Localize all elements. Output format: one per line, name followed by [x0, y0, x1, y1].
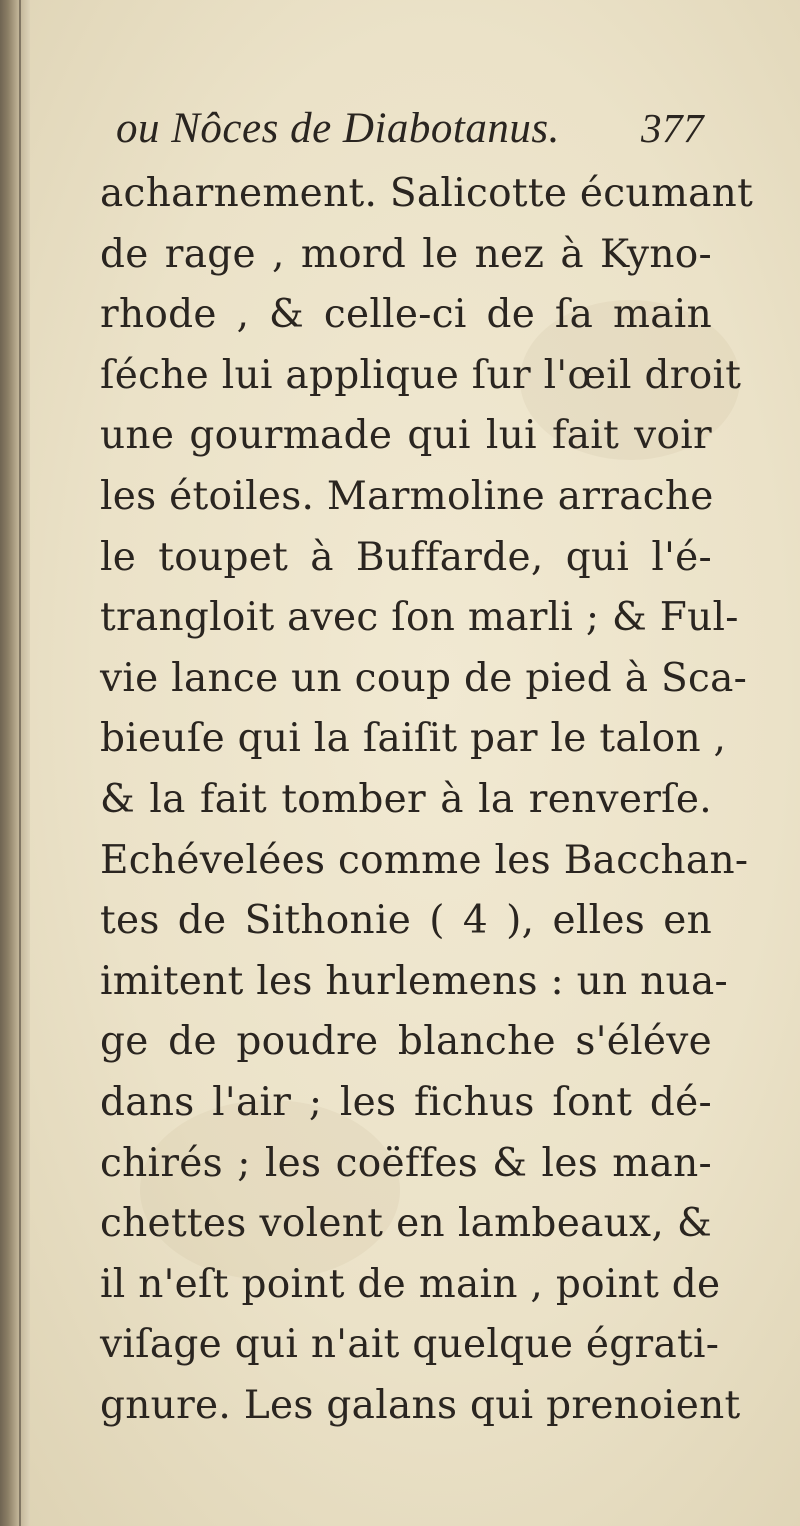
page-number: 377 — [641, 105, 704, 151]
page-binding-edge — [0, 0, 30, 1526]
text-line: chettes volent en lambeaux, & — [100, 1201, 712, 1247]
text-line: les étoiles. Marmoline arrache — [100, 473, 714, 519]
text-line: ſéche lui applique ſur l'œil droit — [100, 352, 742, 398]
running-title: ou Nôces de Diabotanus. — [116, 105, 560, 152]
text-line: & la fait tomber à la renverſe. — [100, 776, 712, 822]
text-line: acharnement. Salicotte écumant — [100, 171, 754, 216]
text-line: vie lance un coup de pied à Sca- — [100, 655, 748, 701]
text-line: une gourmade qui lui fait voir — [100, 413, 712, 459]
text-line: dans l'air ; les fichus ſont dé- — [100, 1079, 712, 1125]
text-line: tes de Sithonie ( 4 ), elles en — [100, 898, 712, 944]
text-line: il n'eſt point de main , point de — [100, 1261, 721, 1307]
text-line: le toupet à Buffarde, qui l'é- — [100, 534, 712, 580]
text-line: gnure. Les galans qui prenoient — [100, 1382, 741, 1428]
text-line: chirés ; les coëffes & les man- — [100, 1140, 712, 1186]
text-line: rhode , & celle-ci de ſa main — [100, 292, 712, 338]
running-header — [116, 104, 704, 164]
text-line: viſage qui n'ait quelque égrati- — [100, 1322, 720, 1368]
text-line: ge de poudre blanche s'éléve — [100, 1019, 712, 1065]
page-text-block — [100, 104, 754, 1436]
text-line: imitent les hurlemens : un nua- — [100, 958, 728, 1004]
page-binding-line — [19, 0, 21, 1526]
text-line: Echévelées comme les Bacchan- — [100, 837, 749, 883]
text-line: de rage , mord le nez à Kyno- — [100, 231, 712, 277]
text-line: bieuſe qui la ſaiſit par le talon , — [100, 716, 727, 762]
text-line: trangloit avec ſon marli ; & Ful- — [100, 595, 739, 641]
